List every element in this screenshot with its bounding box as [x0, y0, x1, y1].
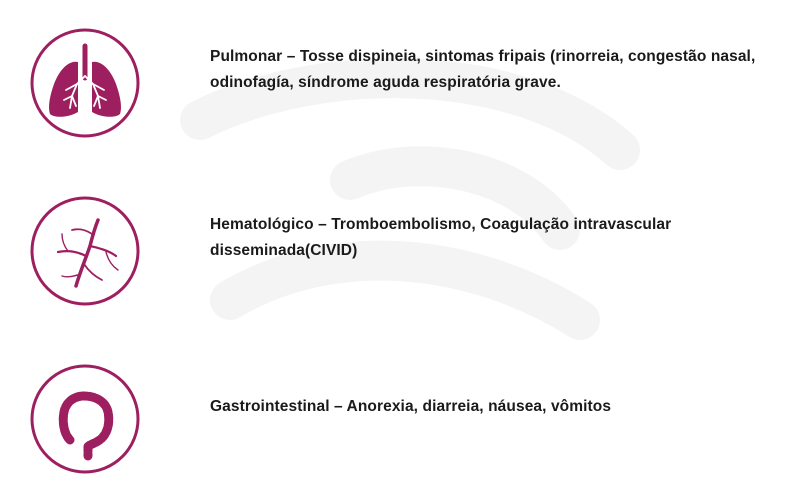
symptom-text: Gastrointestinal – Anorexia, diarreia, náusea, vômitos: [210, 398, 612, 415]
intestine-icon: [28, 362, 142, 476]
symptom-row-pulmonar: [0, 8, 810, 158]
symptom-text: Pulmonar – Tosse dispineia, sintomas fripais (rinorreia, congestão nasal, odinofagía, síndrome aguda respiratória grave.: [210, 48, 756, 91]
symptom-row-gastrointestinal: [0, 344, 810, 494]
blood-vessel-icon: [28, 194, 142, 308]
icon-tile: [14, 176, 158, 326]
lungs-icon: [28, 26, 142, 140]
symptom-text: Hematológico – Tromboembolismo, Coagulação intravascular disseminada(CIVID): [210, 216, 672, 259]
icon-tile: [14, 344, 158, 494]
icon-tile: [14, 8, 158, 158]
symptom-row-hematologico: [0, 176, 810, 326]
